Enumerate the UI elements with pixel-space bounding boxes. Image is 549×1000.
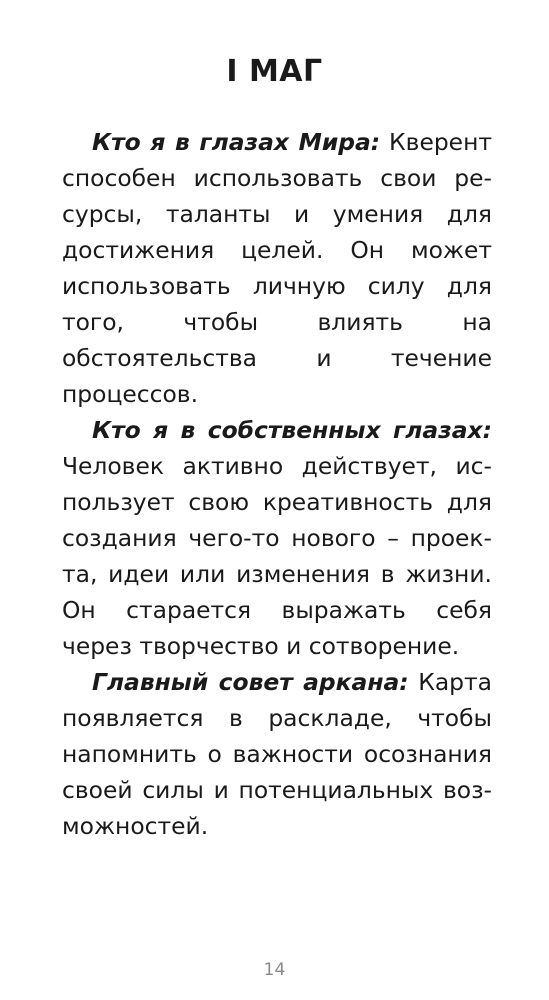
paragraph-lead: Главный совет аркана:: [92, 668, 409, 696]
page-number: 14: [263, 960, 286, 980]
paragraph-self-view: [62, 412, 492, 664]
paragraph-lead: Кто я в глазах Мира:: [92, 128, 381, 156]
paragraph-text: Карта появляется в раскладе, чтобы напомнить о важности осознания своей силы и потенциальных возможностей.: [62, 668, 492, 840]
card-description: [62, 124, 492, 844]
paragraph-main-advice: [62, 664, 492, 844]
paragraph-world-view: [62, 124, 492, 412]
paragraph-text: Человек активно действует, использует свою креативность для создания чего-то нового – проекта, идеи или изменения в жизни. Он старается выражать себя через творчество и сотворение.: [62, 452, 492, 660]
paragraph-lead: Кто я в собственных глазах:: [92, 416, 492, 444]
page-title: I МАГ: [226, 54, 323, 89]
paragraph-text: Кверент способен использовать свои ресурсы, таланты и умения для достижения целей. Он может использовать личную силу для того, чтобы влиять на обстоятельства и течение процессов.: [62, 128, 492, 408]
